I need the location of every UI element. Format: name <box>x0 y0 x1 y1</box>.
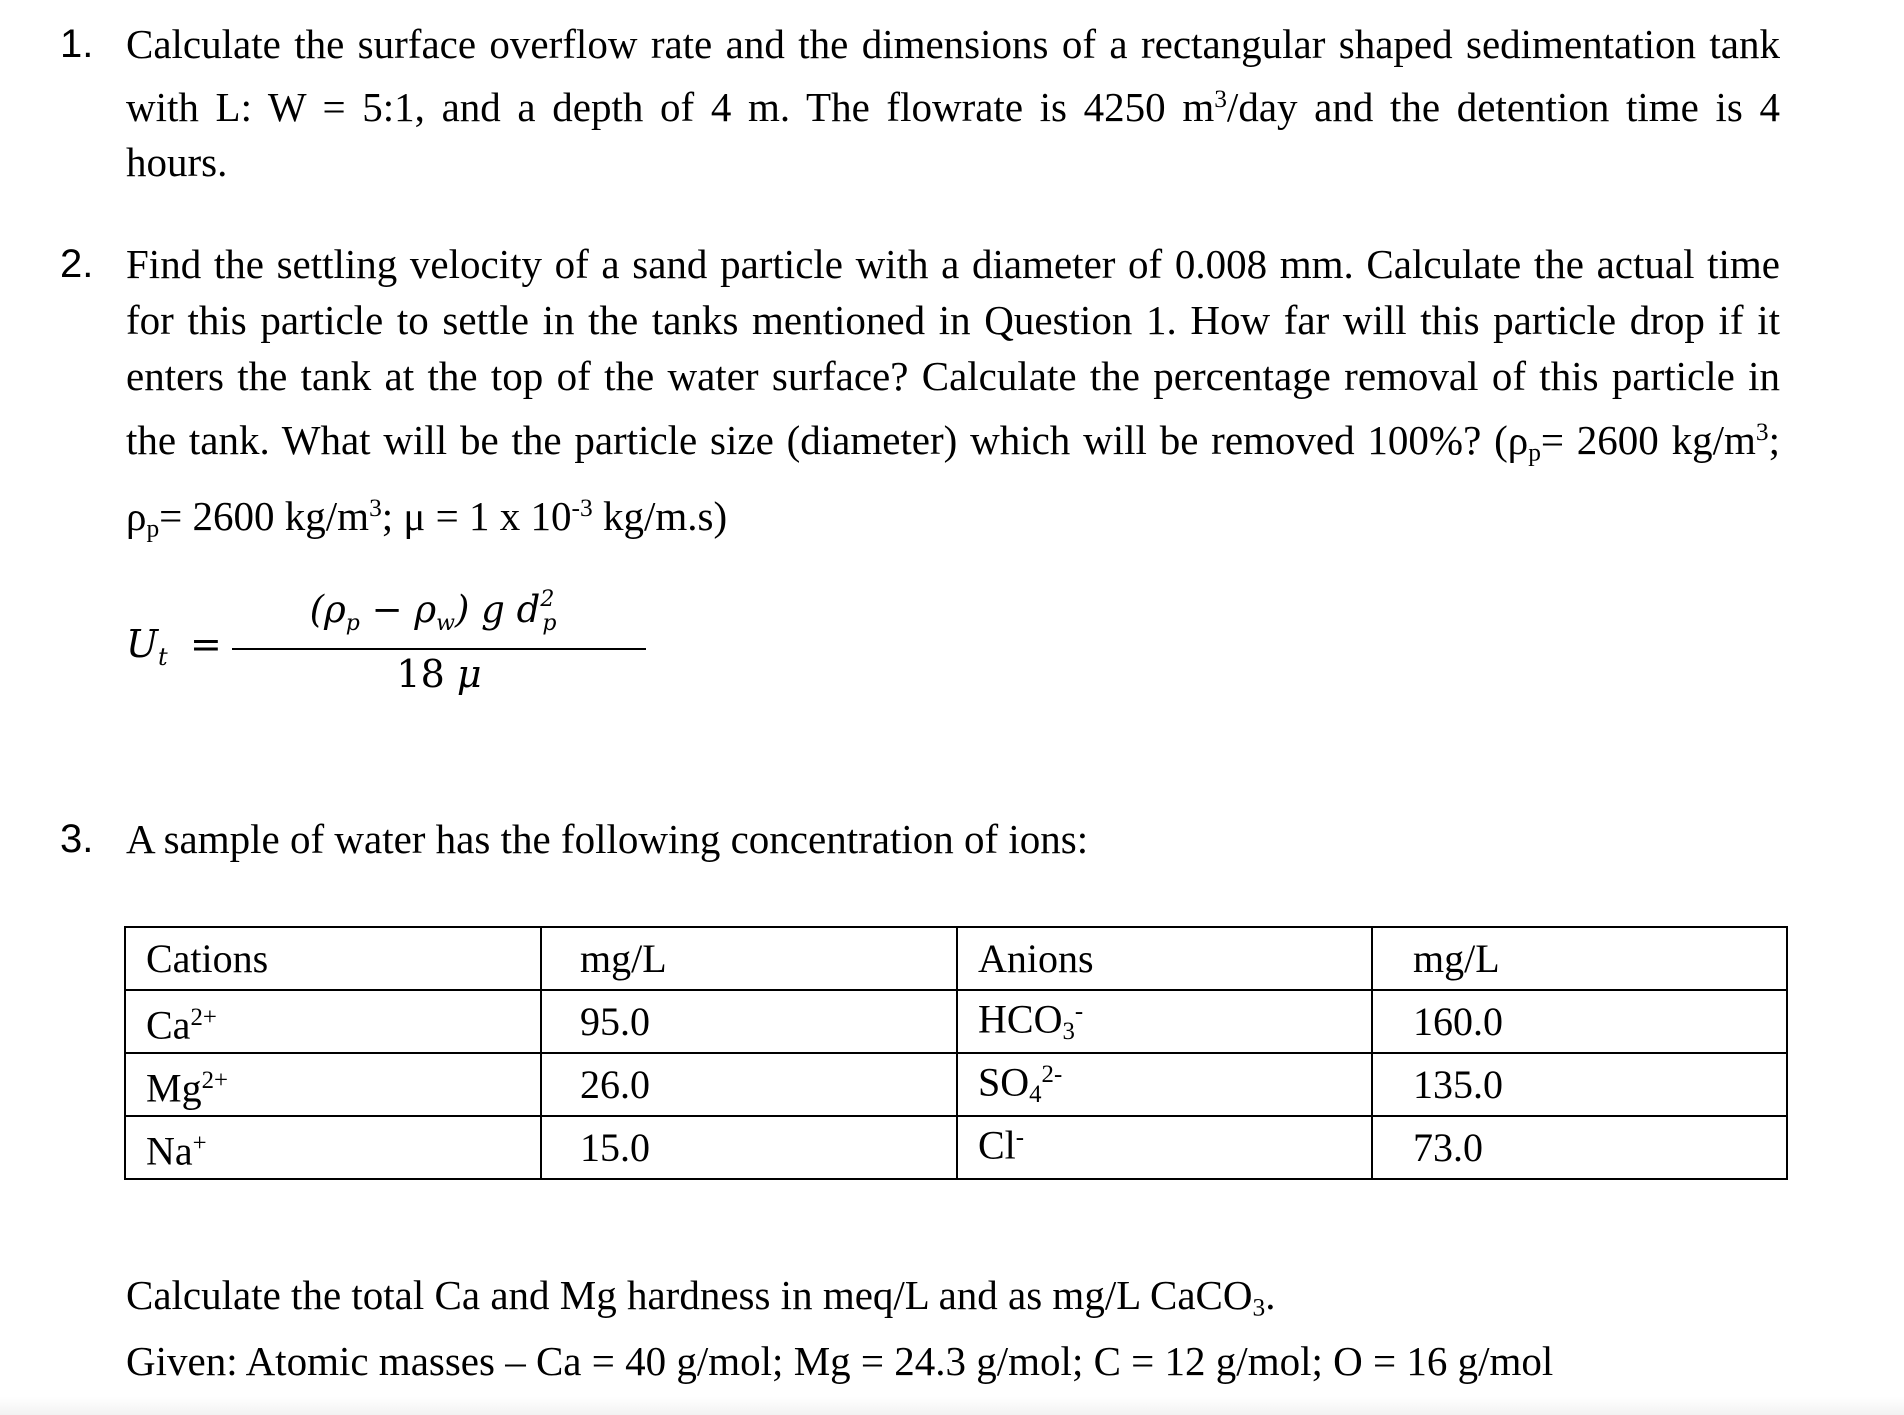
anion-cell: HCO3- <box>957 990 1372 1053</box>
ion-concentration-table <box>124 926 1788 1180</box>
settling-velocity-formula <box>126 587 557 708</box>
fraction-bar <box>232 648 646 650</box>
anion-cell: Cl- <box>957 1116 1372 1179</box>
formula-lhs: $U_t$ <box>126 622 168 671</box>
cation-value: 26.0 <box>541 1053 957 1116</box>
question-text: Calculate the surface overflow rate and the dimensions of a rectangular shaped sedimentation tank with L: W = 5:1, and a depth of 4 m. The flowrate is 4250 $m^3$/day and the detention time is 4 hours. <box>126 21 1780 185</box>
cation-cell: $Mg^{2+}$ <box>125 1053 541 1116</box>
question-text: Find the settling velocity of a sand particle with a diameter of 0.008 mm. Calculate the actual time for this particle to settle in the tanks mentioned in Question 1. How far will this particle drop if it enters the tank at the top of the water surface? Calculate the percentage removal of this particle in the tank. What will be the particle size (diameter) which will be removed 100%? (ρp= 2600 $kg/m^3$; ρp= 2600 $kg/m^3$; μ = 1 x $10^{-3}$ kg/m.s) <box>126 241 1781 543</box>
question-text: A sample of water has the following concentration of ions: <box>126 816 1089 862</box>
table-header-row <box>125 927 1787 990</box>
table-row <box>125 1053 1787 1116</box>
cation-value: 15.0 <box>541 1116 957 1179</box>
header-cations: Cations <box>125 927 541 990</box>
table-row <box>125 990 1787 1053</box>
question-number: 3. <box>60 817 94 861</box>
anion-value: 135.0 <box>1372 1053 1787 1116</box>
formula-equals: = <box>190 622 222 666</box>
formula-numerator: $(\rho_p - \rho_w)$ g $d^2_p$ <box>309 587 557 636</box>
page-bottom-edge <box>0 1397 1904 1415</box>
table-row <box>125 1116 1787 1179</box>
header-anion-mgl: mg/L <box>1372 927 1787 990</box>
cation-value: 95.0 <box>541 990 957 1053</box>
anion-cell: $SO4^{2-}$ <box>957 1053 1372 1116</box>
anion-value: 160.0 <box>1372 990 1787 1053</box>
anion-value: 73.0 <box>1372 1116 1787 1179</box>
formula-denominator: 18 μ <box>396 652 482 696</box>
hardness-instruction: Calculate the total Ca and Mg hardness in meq/L and as mg/L CaCO3. <box>126 1272 1276 1322</box>
question-number: 2. <box>60 242 94 286</box>
question-number: 1. <box>60 22 94 66</box>
header-cation-mgl: mg/L <box>541 927 957 990</box>
cation-cell: $Ca^{2+}$ <box>125 990 541 1053</box>
cation-cell: Na+ <box>125 1116 541 1179</box>
header-anions: Anions <box>957 927 1372 990</box>
atomic-masses-given: Given: Atomic masses – Ca = 40 g/mol; Mg = 24.3 g/mol; C = 12 g/mol; O = 16 g/mol <box>126 1338 1554 1384</box>
